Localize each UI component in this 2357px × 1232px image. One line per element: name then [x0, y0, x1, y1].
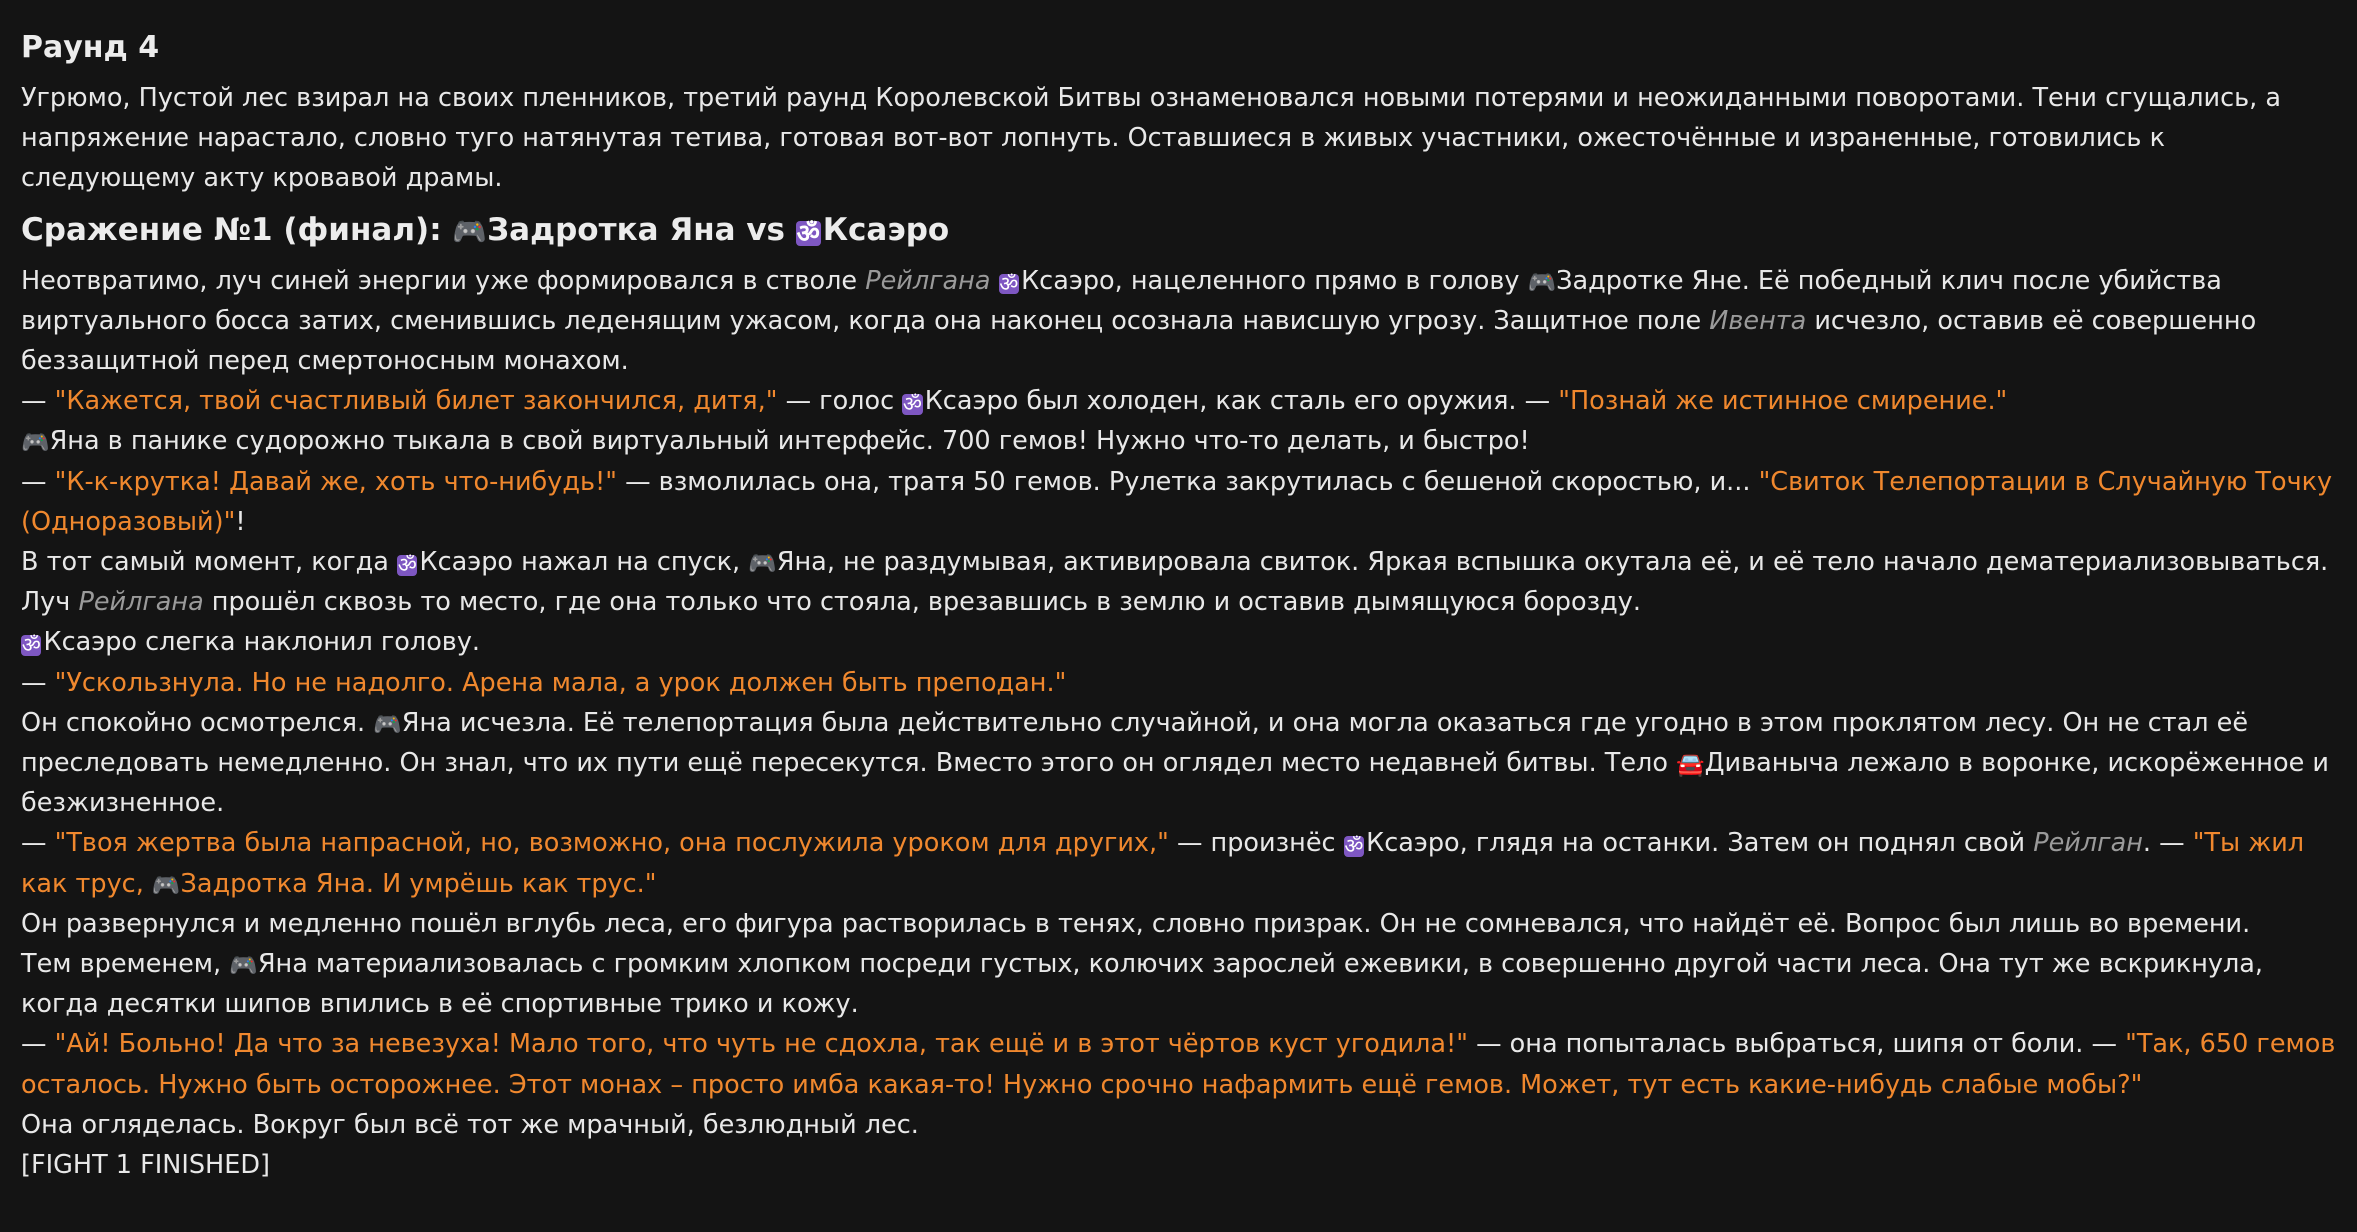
quote: "К-к-крутка! Давай же, хоть что-нибудь!"	[54, 466, 617, 497]
quote: Задротка Яна. И умрёшь как трус."	[180, 868, 657, 899]
quote: "Ты жил как трус,	[21, 828, 2305, 899]
text: Он развернулся и медленно пошёл вглубь леса, его фигура растворилась в тенях, словно призрак. Он не сомневался, что найдёт её. Вопрос был лишь во времени.	[21, 908, 2251, 939]
text: Яна в панике судорожно тыкала в свой виртуальный интерфейс. 700 гемов! Нужно что-то делать, и быстро!	[49, 426, 1530, 457]
story-line	[21, 944, 2337, 1024]
gamepad-icon: 🎮	[373, 711, 402, 738]
text: Яна материализовалась с громким хлопком посреди густых, колючих зарослей ежевики, в совершенно другой части леса. Она тут же вскрикнула, когда десятки шипов впились в её спортивные трико и кожу.	[21, 949, 2263, 1020]
dash: —	[21, 828, 55, 859]
text: Он спокойно осмотрелся.	[21, 707, 374, 738]
text: Яна исчезла. Её телепортация была действительно случайной, и она могла оказаться где угодно в этом проклятом лесу. Он не стал её преследовать немедленно. Он знал, что их пути ещё пересекутся. Вместо этого он оглядел место недавней битвы. Тело	[21, 707, 2249, 779]
quote: "Свиток Телепортации в Случайную Точку (Одноразовый)"	[21, 466, 2333, 537]
text: Ксаэро был холоден, как сталь его оружия. —	[924, 386, 1559, 417]
quote: "Ай! Больно! Да что за невезуха! Мало того, что чуть не сдохла, так ещё и в этот чёртов куст угодила!"	[54, 1029, 1468, 1060]
car-icon: 🚘	[1676, 752, 1705, 779]
battle-title-prefix: Сражение №1 (финал):	[21, 211, 453, 248]
text: — она попыталась выбраться, шипя от боли. —	[1467, 1029, 2126, 1060]
story-line	[21, 703, 2337, 824]
quote: "Кажется, твой счастливый билет закончился, дитя,"	[54, 386, 778, 417]
story-body	[21, 261, 2337, 1186]
text: Диваныча лежало в воронке, искорёженное и безжизненное.	[21, 748, 2329, 819]
gamepad-icon: 🎮	[748, 551, 777, 578]
quote: "Ускользнула. Но не надолго. Арена мала, а урок должен быть преподан."	[54, 667, 1067, 698]
om-icon: ॐ	[21, 633, 41, 658]
dash: —	[21, 466, 55, 497]
story-line	[21, 663, 2337, 703]
story-line	[21, 421, 2337, 461]
story-line	[21, 542, 2337, 622]
round-title: Раунд 4	[21, 30, 160, 65]
text: Ксаэро, нацеленного прямо в голову	[1021, 265, 1528, 296]
story-line	[21, 261, 2337, 382]
story-line	[21, 622, 2337, 662]
text: В тот самый момент, когда	[21, 547, 397, 578]
om-icon: ॐ	[1344, 834, 1364, 859]
dash: —	[21, 667, 55, 698]
italic-term: Рейлгана	[865, 265, 991, 296]
quote: "Твоя жертва была напрасной, но, возможно, она послужила уроком для других,"	[54, 828, 1169, 859]
intro-paragraph: Угрюмо, Пустой лес взирал на своих пленников, третий раунд Королевской Битвы ознаменовался новыми потерями и неожиданными поворотами. Тени сгущались, а напряжение нарастало, словно туго натянутая тетива, готовая вот-вот лопнуть. Оставшиеся в живых участники, ожесточённые и израненные, готовились к следующему акту кровавой драмы.	[21, 83, 2281, 194]
gamepad-icon: 🎮	[452, 214, 488, 248]
text: исчезло, оставив её совершенно беззащитной перед смертоносным монахом.	[21, 305, 2257, 377]
gamepad-icon: 🎮	[21, 430, 50, 457]
text: Задротке Яне. Её победный клич после убийства виртуального босса затих, сменившись леденящим ужасом, когда она наконец осознала нависшую угрозу. Защитное поле	[21, 265, 2222, 336]
fight-status	[21, 1145, 2337, 1185]
text: Яна, не раздумывая, активировала свиток. Яркая вспышка окутала её, и её тело начало дематериализовываться. Луч	[21, 547, 2329, 618]
text: . —	[2142, 828, 2193, 859]
gamepad-icon: 🎮	[1527, 269, 1557, 296]
quote: "Познай же истинное смирение."	[1558, 386, 2008, 417]
story-line	[21, 381, 2337, 421]
text: Ксаэро слегка наклонил голову.	[43, 627, 481, 658]
text: — произнёс	[1168, 828, 1344, 859]
text: Тем временем,	[21, 949, 230, 980]
gamepad-icon: 🎮	[229, 953, 258, 980]
text: Ксаэро, глядя на останки. Затем он поднял свой	[1366, 828, 2034, 859]
text: Неотвратимо, луч синей энергии уже формировался в стволе	[21, 265, 866, 296]
italic-term: Ивента	[1709, 305, 1807, 336]
text	[990, 266, 998, 296]
om-icon: ॐ	[902, 392, 922, 417]
om-icon: ॐ	[796, 217, 820, 248]
story-line	[21, 823, 2337, 903]
quote: "Так, 650 гемов осталось. Нужно быть осторожнее. Этот монах – просто имба какая-то! Нужно срочно нафармить ещё гемов. Может, тут есть какие-нибудь слабые мобы?"	[21, 1029, 2336, 1100]
om-icon: ॐ	[999, 271, 1019, 296]
story-line	[21, 1024, 2337, 1104]
text: !	[235, 506, 246, 537]
gamepad-icon: 🎮	[151, 872, 181, 899]
italic-term: Рейлгана	[78, 587, 204, 618]
dash: —	[21, 386, 55, 417]
text: Она огляделась. Вокруг был всё тот же мрачный, безлюдный лес.	[21, 1109, 919, 1140]
text: — взмолилась она, тратя 50 гемов. Рулетка закрутилась с бешеной скоростью, и...	[616, 466, 1759, 497]
text: [FIGHT 1 FINISHED]	[21, 1150, 270, 1181]
battle-player-2: Ксаэро	[822, 211, 950, 248]
italic-term: Рейлган	[2033, 828, 2143, 859]
story-line	[21, 462, 2337, 542]
battle-title	[21, 207, 2337, 253]
text: Ксаэро нажал на спуск,	[419, 547, 749, 578]
text: прошёл сквозь то место, где она только что стояла, врезавшись в землю и оставив дымящуюся борозду.	[203, 587, 1641, 618]
om-icon: ॐ	[397, 553, 417, 578]
text: — голос	[777, 386, 903, 417]
story-line	[21, 1105, 2337, 1145]
battle-player-1: Задротка Яна	[487, 211, 736, 248]
dash: —	[21, 1029, 55, 1060]
story-line	[21, 904, 2337, 944]
battle-vs: vs	[735, 211, 796, 248]
